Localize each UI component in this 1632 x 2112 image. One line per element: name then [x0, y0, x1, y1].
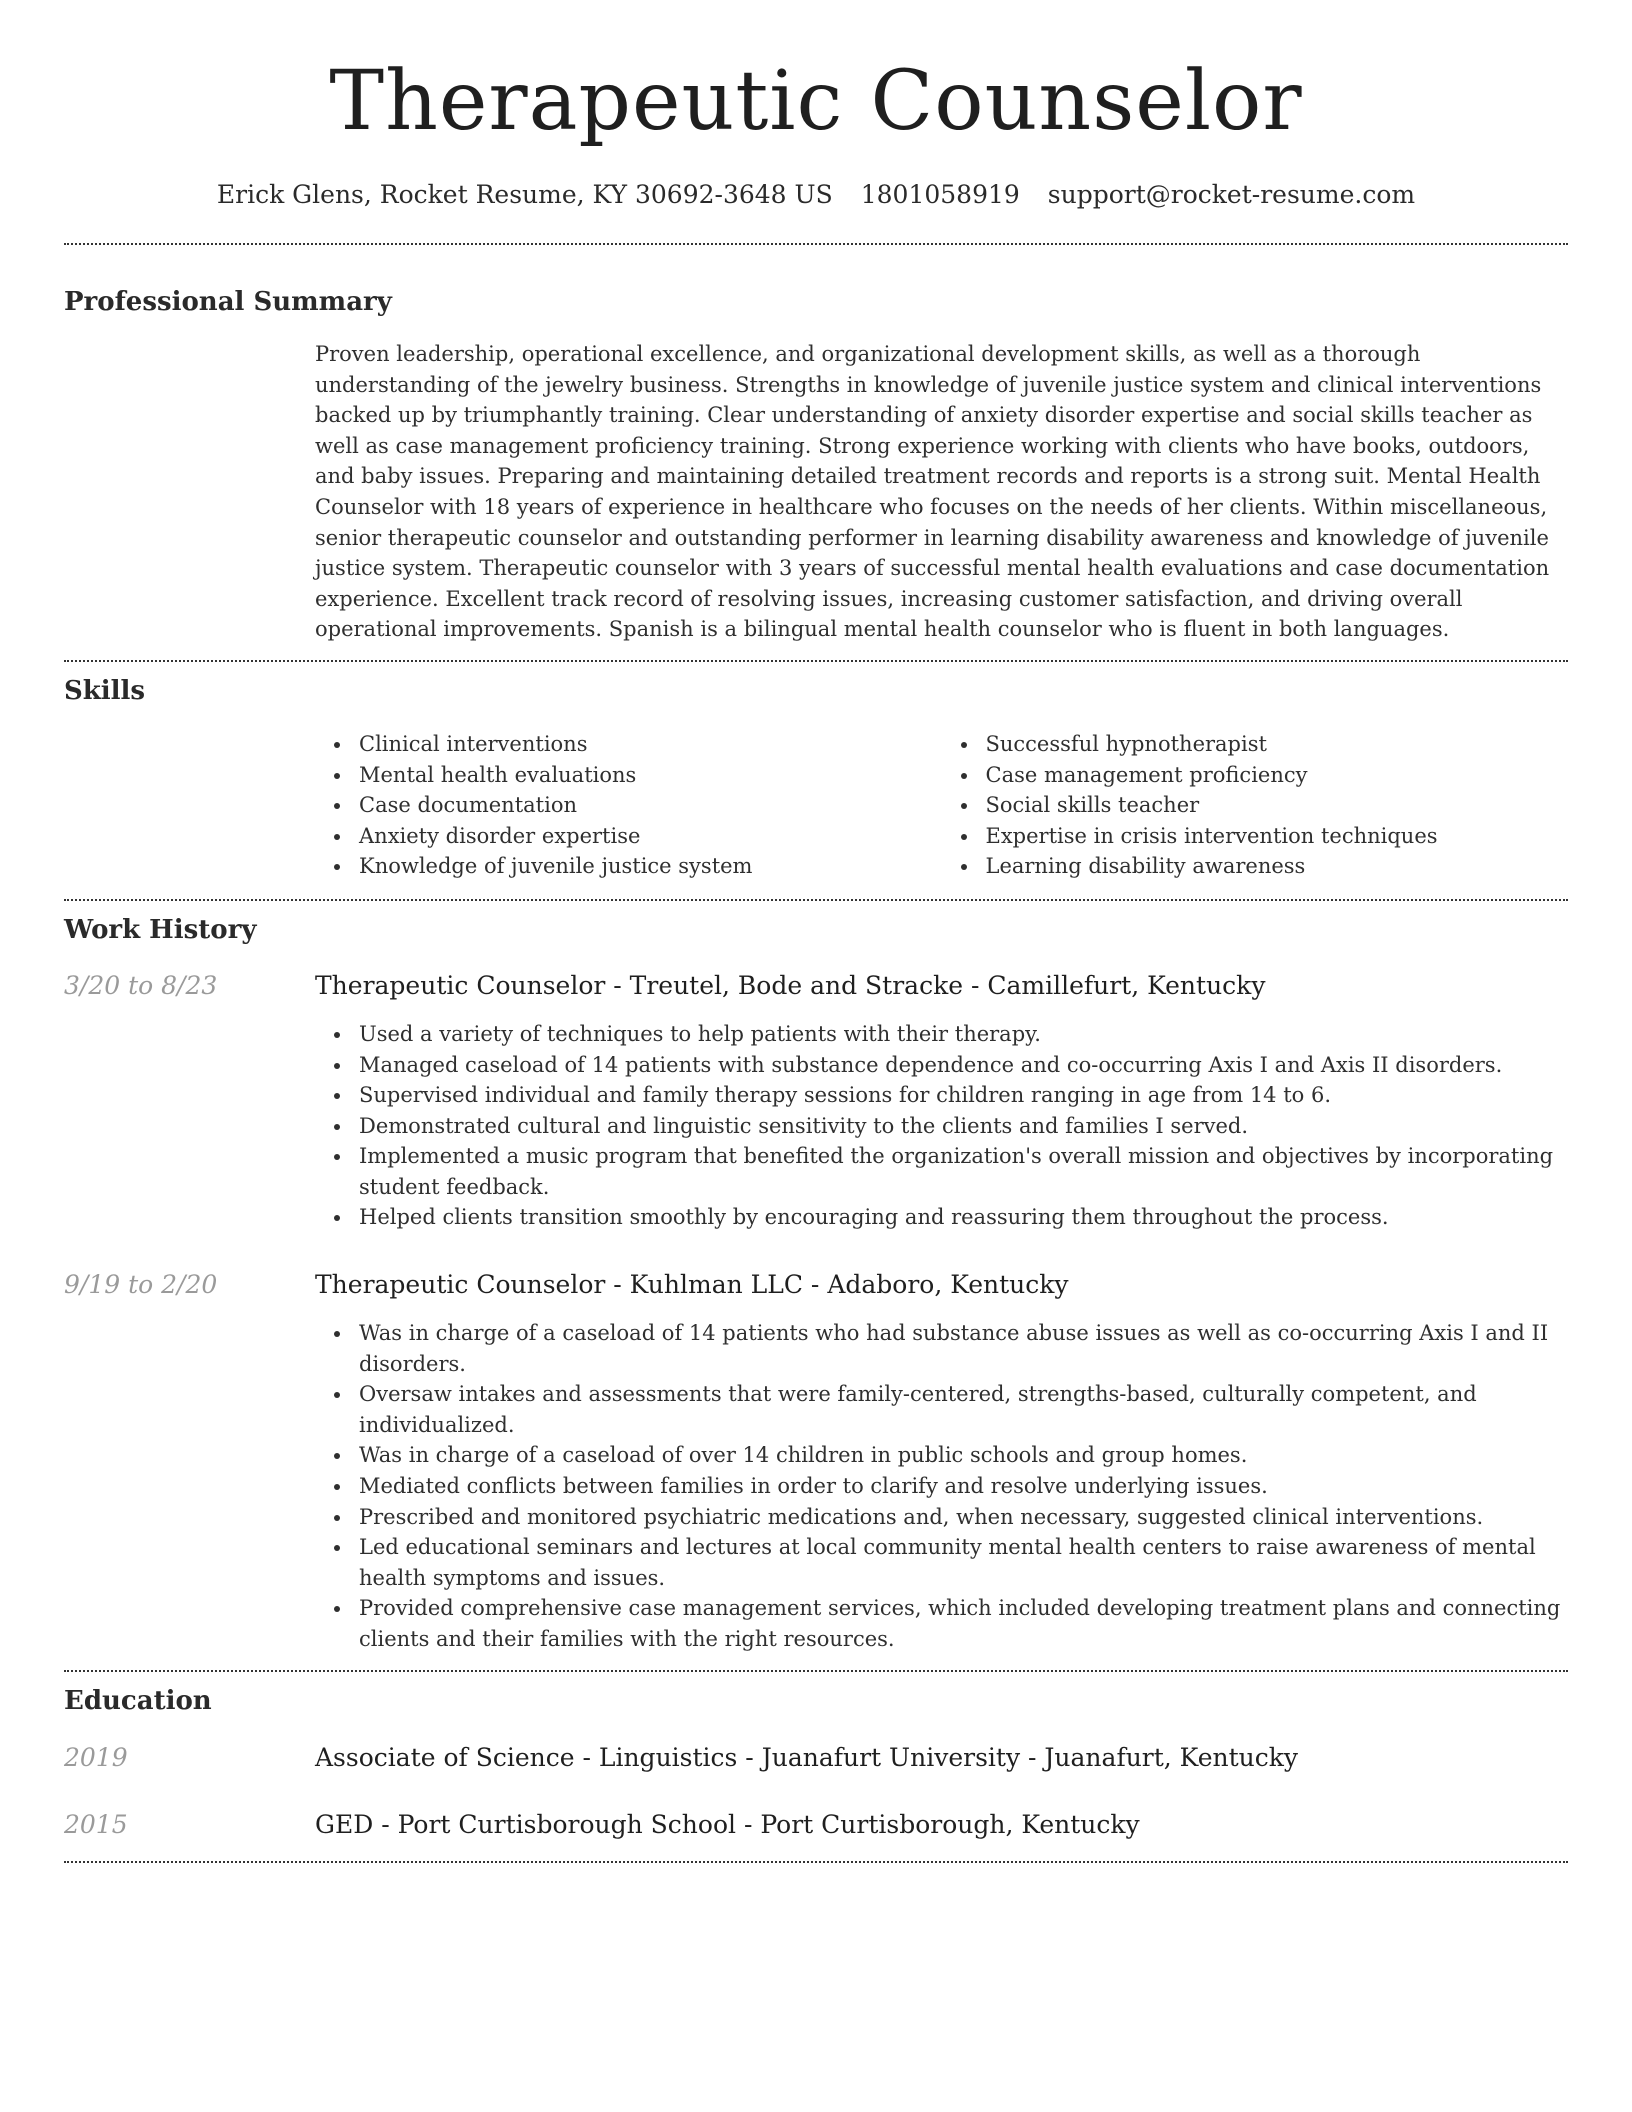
job-bullet: Implemented a music program that benefited the organization's overall mission and objectives by incorporating student feedback. — [359, 1141, 1568, 1202]
job-dates: 9/19 to 2/20 — [64, 1270, 218, 1300]
section-title-education: Education — [64, 1685, 212, 1716]
skills-section — [64, 662, 1568, 882]
section-title-work-history: Work History — [64, 914, 257, 945]
job-bullet: Was in charge of a caseload of 14 patients who had substance abuse issues as well as co-occurring Axis I and II disorders. — [359, 1318, 1568, 1379]
education-year: 2019 — [64, 1742, 128, 1772]
job-bullet: Oversaw intakes and assessments that were family-centered, strengths-based, culturally competent, and individualized. — [359, 1379, 1568, 1440]
education-year: 2015 — [64, 1809, 128, 1839]
resume-header — [64, 0, 1568, 210]
education-entry — [64, 1742, 1568, 1774]
job-entry — [64, 1269, 1568, 1655]
summary-text: Proven leadership, operational excellence, and organizational development skills, as well as a thorough understanding of the jewelry business. Strengths in knowledge of juvenile justice system and clinical interventions backed up by triumphantly training. Clear understanding of anxiety disorder expertise and social skills teacher as well as case management proficiency training. Strong experience working with clients who have books, outdoors, and baby issues. Preparing and maintaining detailed treatment records and reports is a strong suit. Mental Health Counselor with 18 years of experience in healthcare who focuses on the needs of her clients. Within miscellaneous, senior therapeutic counselor and outstanding performer in learning disability awareness and knowledge of juvenile justice system. Therapeutic counselor with 3 years of successful mental health evaluations and case documentation experience. Excellent track record of resolving issues, increasing customer satisfaction, and driving overall operational improvements. Spanish is a bilingual mental health counselor who is fluent in both languages. — [315, 342, 1550, 642]
skill-item: Anxiety disorder expertise — [359, 821, 942, 852]
skill-item: Case documentation — [359, 790, 942, 821]
resume-title: Therapeutic Counselor — [329, 54, 1303, 149]
job-bullet: Mediated conflicts between families in order to clarify and resolve underlying issues. — [359, 1471, 1568, 1502]
education-entry — [64, 1809, 1568, 1841]
skill-item: Successful hypnotherapist — [986, 729, 1569, 760]
job-bullet: Demonstrated cultural and linguistic sensitivity to the clients and families I served. — [359, 1111, 1568, 1142]
job-bullet: Led educational seminars and lectures at local community mental health centers to raise awareness of mental health symptoms and issues. — [359, 1532, 1568, 1593]
job-bullet: Managed caseload of 14 patients with substance dependence and co-occurring Axis I and Axis II disorders. — [359, 1050, 1568, 1081]
job-dates: 3/20 to 8/23 — [64, 970, 218, 1000]
job-entry — [64, 970, 1568, 1233]
contact-email: support@rocket-resume.com — [1047, 180, 1416, 209]
summary-section — [64, 245, 1568, 645]
job-bullet: Supervised individual and family therapy sessions for children ranging in age from 14 to 6. — [359, 1080, 1568, 1111]
skill-item: Clinical interventions — [359, 729, 942, 760]
education-degree: Associate of Science - Linguistics - Juanafurt University - Juanafurt, Kentucky — [315, 1742, 1299, 1772]
skills-list — [315, 729, 1568, 882]
job-bullet: Used a variety of techniques to help patients with their therapy. — [359, 1019, 1568, 1050]
job-bullet: Provided comprehensive case management services, which included developing treatment plans and connecting clients and their families with the right resources. — [359, 1593, 1568, 1654]
contact-address: Erick Glens, Rocket Resume, KY 30692-3648 US — [216, 180, 833, 209]
section-title-skills: Skills — [64, 675, 146, 706]
section-title-summary: Professional Summary — [64, 287, 392, 317]
job-heading: Therapeutic Counselor - Treutel, Bode and Stracke - Camillefurt, Kentucky — [315, 970, 1266, 1000]
skill-item: Learning disability awareness — [986, 851, 1569, 882]
divider — [64, 1861, 1568, 1863]
skill-item: Knowledge of juvenile justice system — [359, 851, 942, 882]
skills-column-left — [315, 729, 942, 882]
skill-item: Mental health evaluations — [359, 760, 942, 791]
skills-column-right — [942, 729, 1569, 882]
skill-item: Social skills teacher — [986, 790, 1569, 821]
education-degree: GED - Port Curtisborough School - Port Curtisborough, Kentucky — [315, 1809, 1140, 1839]
job-bullet: Was in charge of a caseload of over 14 children in public schools and group homes. — [359, 1440, 1568, 1471]
job-heading: Therapeutic Counselor - Kuhlman LLC - Adaboro, Kentucky — [315, 1270, 1069, 1300]
job-bullets — [315, 1019, 1568, 1233]
education-section — [64, 1672, 1568, 1841]
job-bullet: Helped clients transition smoothly by encouraging and reassuring them throughout the process. — [359, 1202, 1568, 1233]
skill-item: Case management proficiency — [986, 760, 1569, 791]
work-history-section — [64, 901, 1568, 1655]
contact-line — [64, 180, 1568, 210]
job-bullets — [315, 1318, 1568, 1655]
job-bullet: Prescribed and monitored psychiatric medications and, when necessary, suggested clinical interventions. — [359, 1502, 1568, 1533]
skill-item: Expertise in crisis intervention techniques — [986, 821, 1569, 852]
contact-phone: 1801058919 — [860, 180, 1020, 209]
